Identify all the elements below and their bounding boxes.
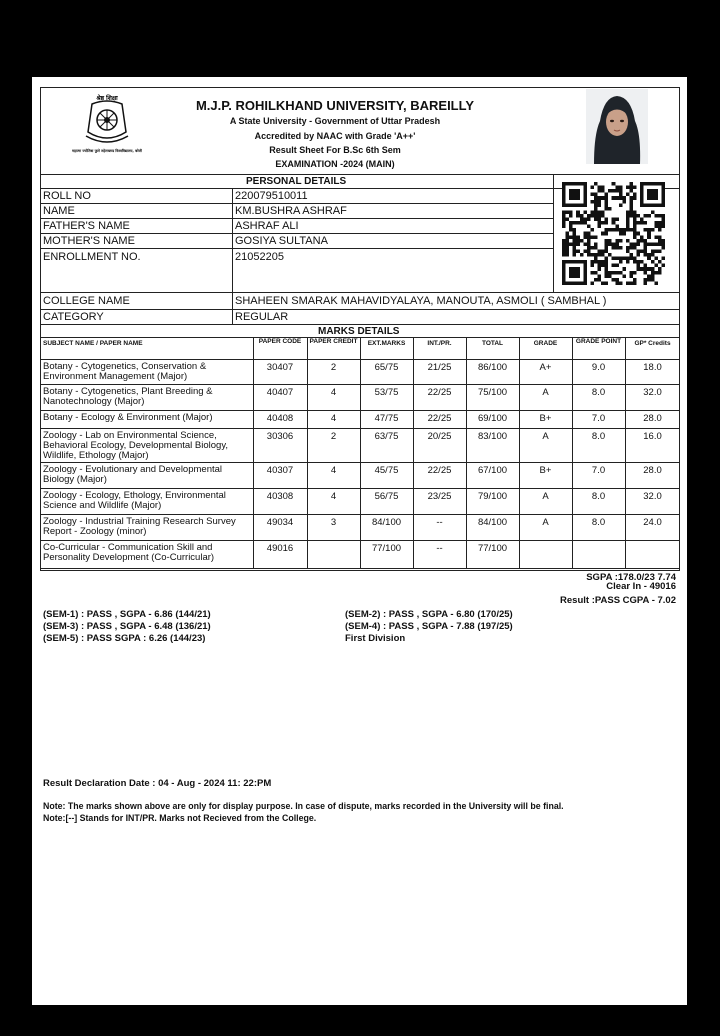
code-cell: 49034 (266, 517, 294, 528)
personal-details-heading: PERSONAL DETAILS (246, 176, 347, 187)
subject-name: Zoology - Lab on Environmental Science, Behavioral Ecology, Developmental Biology, Wildlife, Ethology (Major) (43, 430, 228, 461)
rule (40, 292, 680, 293)
subject-name: Botany - Cytogenetics, Conservation & Environment Management (Major) (43, 361, 207, 382)
name-label: NAME (43, 205, 75, 217)
ext-cell: 53/75 (374, 387, 399, 398)
gp-cell: 8.0 (591, 491, 606, 502)
gpc-cell: 16.0 (643, 431, 662, 442)
rule (40, 248, 553, 249)
roll-no-label: ROLL NO (43, 190, 91, 202)
name-value: KM.BUSHRA ASHRAF (235, 205, 347, 217)
subject-name: Zoology - Ecology, Ethology, Environmental Science and Wildlife (Major) (43, 490, 226, 511)
total-cell: 86/100 (477, 362, 508, 373)
gp-cell: 8.0 (591, 517, 606, 528)
int-cell: 22/25 (427, 387, 452, 398)
ext-cell: 63/75 (374, 431, 399, 442)
int-cell: -- (436, 543, 443, 554)
subject-name: Zoology - Evolutionary and Developmental Biology (Major) (43, 464, 223, 485)
code-cell: 30306 (266, 431, 294, 442)
sem-1-result: (SEM-1) : PASS , SGPA - 6.86 (144/21) (43, 609, 211, 620)
int-cell: 22/25 (427, 413, 452, 424)
note-1: Note: The marks shown above are only for display purpose. In case of dispute, marks recorded in the University will be final. (43, 801, 564, 811)
gpc-cell: 32.0 (643, 387, 662, 398)
subject-header: SUBJECT NAME / PAPER NAME (43, 340, 143, 347)
grade-cell: A (542, 387, 549, 398)
total-cell: 69/100 (477, 413, 508, 424)
credit-cell: 4 (330, 387, 337, 398)
clear-in: Clear In - 49016 (606, 581, 676, 592)
gp-cell: 7.0 (591, 465, 606, 476)
credit-cell: 4 (330, 491, 337, 502)
total-cell: 83/100 (477, 431, 508, 442)
total-cell: 77/100 (477, 543, 508, 554)
gpc-header: GP* Credits (634, 340, 671, 347)
grade-cell: A (542, 491, 549, 502)
ext-cell: 77/100 (371, 543, 402, 554)
rule (40, 174, 680, 175)
marks-details-heading: MARKS DETAILS (318, 326, 400, 337)
gpc-cell: 28.0 (643, 465, 662, 476)
gpc-cell: 24.0 (643, 517, 662, 528)
gp-cell: 7.0 (591, 413, 606, 424)
ext-header: EXT.MARKS (367, 340, 406, 347)
ext-cell: 47/75 (374, 413, 399, 424)
logo-text-top: श्रेष्ठ शिक्षा (96, 95, 118, 102)
college-label: COLLEGE NAME (43, 295, 130, 307)
subject-name: Botany - Cytogenetics, Plant Breeding & Nanotechnology (Major) (43, 386, 213, 407)
division: First Division (345, 633, 406, 644)
father-name-value: ASHRAF ALI (235, 220, 299, 232)
grade-header: GRADE (533, 340, 558, 347)
rule (40, 324, 680, 325)
credit-cell: 3 (330, 517, 337, 528)
college-value: SHAHEEN SMARAK MAHAVIDYALAYA, MANOUTA, ASMOLI ( SAMBHAL ) (235, 295, 607, 307)
gp-header: GRADE POINT (575, 338, 622, 345)
gp-cell: 8.0 (591, 431, 606, 442)
gpc-cell: 32.0 (643, 491, 662, 502)
university-logo-icon (72, 92, 142, 162)
rule (40, 309, 680, 310)
sem-2-result: (SEM-2) : PASS , SGPA - 6.80 (170/25) (345, 609, 513, 620)
subject-name: Co-Curricular - Communication Skill and Personality Development (Co-Curricular) (43, 542, 215, 563)
total-header: TOTAL (481, 340, 504, 347)
code-cell: 40408 (266, 413, 294, 424)
credit-cell: 4 (330, 413, 337, 424)
mother-name-label: MOTHER'S NAME (43, 235, 135, 247)
code-cell: 40308 (266, 491, 294, 502)
rule (553, 174, 554, 292)
subject-name: Zoology - Industrial Training Research Survey Report - Zoology (minor) (43, 516, 236, 537)
total-cell: 84/100 (477, 517, 508, 528)
sem-4-result: (SEM-4) : PASS , SGPA - 7.88 (197/25) (345, 621, 513, 632)
total-cell: 67/100 (477, 465, 508, 476)
int-cell: 23/25 (427, 491, 452, 502)
ext-cell: 65/75 (374, 362, 399, 373)
int-cell: 20/25 (427, 431, 452, 442)
note-2: Note:[--] Stands for INT/PR. Marks not Recieved from the College. (43, 813, 317, 823)
university-line-2: Accredited by NAAC with Grade 'A++' (254, 131, 416, 141)
rule (40, 203, 553, 204)
grade-cell: A+ (539, 362, 552, 373)
gpc-cell: 18.0 (643, 362, 662, 373)
total-cell: 75/100 (477, 387, 508, 398)
father-name-label: FATHER'S NAME (43, 220, 130, 232)
grade-cell: B+ (539, 465, 552, 476)
grade-cell: A (542, 517, 549, 528)
sgpa-summary: SGPA :178.0/23 7.74 (586, 572, 676, 583)
sem-3-result: (SEM-3) : PASS , SGPA - 6.48 (136/21) (43, 621, 211, 632)
rule (232, 292, 233, 324)
code-cell: 40407 (266, 387, 294, 398)
rule (40, 568, 680, 569)
int-cell: 22/25 (427, 465, 452, 476)
gp-cell: 8.0 (591, 387, 606, 398)
code-cell: 49016 (266, 543, 294, 554)
credit-header: PAPER CREDIT (309, 338, 358, 345)
university-line-1: A State University - Government of Uttar Pradesh (229, 116, 441, 126)
university-line-4: EXAMINATION -2024 (MAIN) (275, 159, 395, 169)
gp-cell: 9.0 (591, 362, 606, 373)
credit-cell: 4 (330, 465, 337, 476)
grade-cell: B+ (539, 413, 552, 424)
rule (40, 233, 553, 234)
mother-name-value: GOSIYA SULTANA (235, 235, 328, 247)
enrollment-label: ENROLLMENT NO. (43, 251, 141, 263)
code-cell: 30407 (266, 362, 294, 373)
category-value: REGULAR (235, 311, 289, 323)
roll-no-value: 220079510011 (235, 190, 308, 202)
enrollment-value: 21052205 (235, 251, 284, 263)
sem-5-result: (SEM-5) : PASS SGPA : 6.26 (144/23) (43, 633, 206, 644)
ext-cell: 45/75 (374, 465, 399, 476)
code-cell: 40307 (266, 465, 294, 476)
code-header: PAPER CODE (258, 338, 302, 345)
credit-cell: 2 (330, 431, 337, 442)
subject-name: Botany - Ecology & Environment (Major) (43, 412, 213, 423)
int-cell: 21/25 (427, 362, 452, 373)
qr-code (562, 182, 665, 285)
gpc-cell: 28.0 (643, 413, 662, 424)
ext-cell: 56/75 (374, 491, 399, 502)
total-cell: 79/100 (477, 491, 508, 502)
ext-cell: 84/100 (371, 517, 402, 528)
int-header: INT./PR. (427, 340, 452, 347)
student-photo (586, 89, 648, 164)
category-label: CATEGORY (43, 311, 104, 323)
university-line-3: Result Sheet For B.Sc 6th Sem (269, 145, 401, 155)
rule (40, 218, 553, 219)
final-result: Result :PASS CGPA - 7.02 (560, 595, 676, 606)
declaration-date: Result Declaration Date : 04 - Aug - 2024 11: 22:PM (43, 778, 272, 789)
int-cell: -- (436, 517, 443, 528)
credit-cell: 2 (330, 362, 337, 373)
grade-cell: A (542, 431, 549, 442)
university-name: M.J.P. ROHILKHAND UNIVERSITY, BAREILLY (195, 98, 475, 113)
logo-text-bottom: महात्मा ज्योतिबा फुले रुहेलखण्ड विश्वविद्यालय, बरेली (72, 149, 142, 153)
